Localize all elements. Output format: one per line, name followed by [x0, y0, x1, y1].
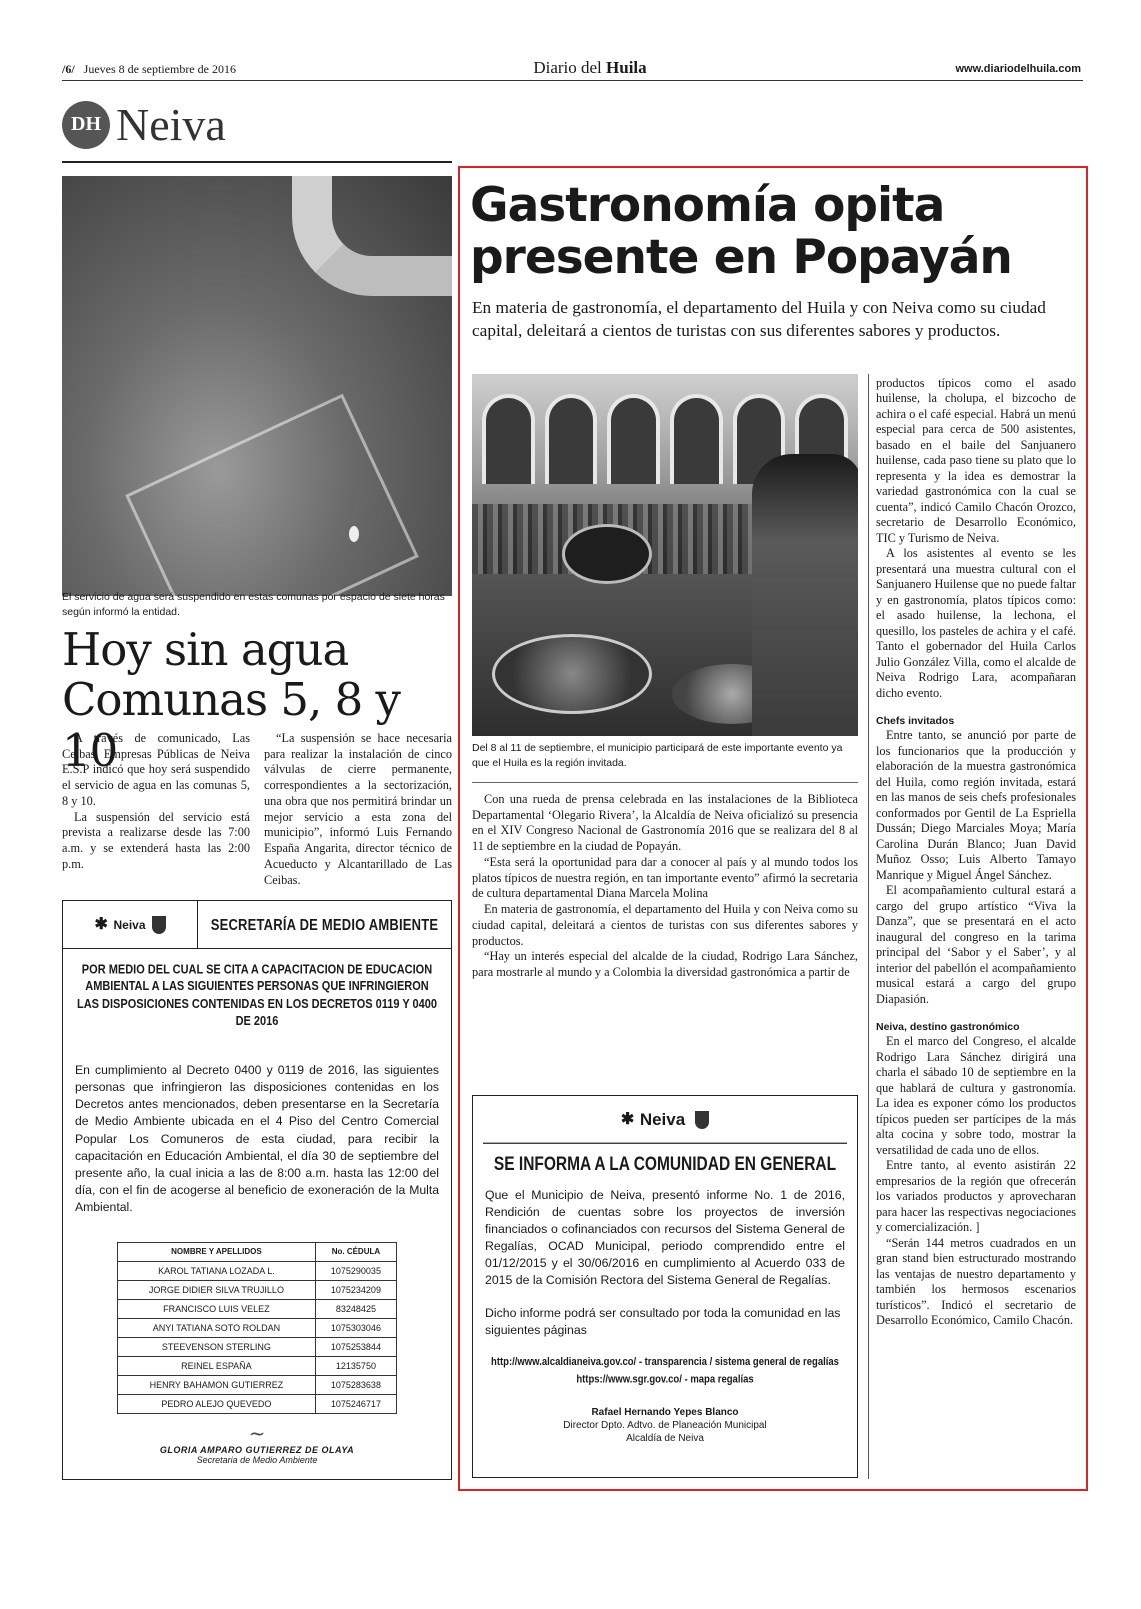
table-header-id: No. CÉDULA — [315, 1242, 396, 1261]
cell-id: 1075290035 — [315, 1261, 396, 1280]
municipal-shield-icon — [695, 1111, 709, 1129]
header-rule — [62, 80, 1083, 81]
main-paragraph: En materia de gastronomía, el departamento del Huila y con Neiva como su ciudad capital, deleitará a cientos de turistas con sus diferentes sabores y productos. — [472, 902, 858, 948]
table-row — [118, 1280, 397, 1299]
signer-role: Director Dpto. Adtvo. de Planeación Municipal — [563, 1420, 767, 1432]
ad-comunidad — [472, 1095, 858, 1478]
subhead-destino: Neiva, destino gastronómico — [876, 1021, 1020, 1034]
left-story-body — [62, 731, 452, 888]
table-header-name: NOMBRE Y APELLIDOS — [118, 1242, 316, 1261]
main-paragraph: En el marco del Congreso, el alcalde Rodrigo Lara Sánchez dirigirá una charla el sábado 10 de septiembre en la que hablará de cultura y gastronomía. La idea es exponer cómo los productos típicos pueden ser partícipes de la más alta cocina y sobre todo, mostrar la versatilidad de cada uno de ellos. — [876, 1034, 1076, 1157]
signer-org: Alcaldía de Neiva — [626, 1433, 704, 1445]
food-bowl-shape — [562, 524, 652, 584]
main-paragraph: Entre tanto, al evento asistirán 22 empresarios de la región que ofrecerán los variados productos y aprovecharan para hacer las respectivas negociaciones y comercialización. ] — [876, 1158, 1076, 1235]
neiva-logo — [94, 917, 145, 933]
main-photo-caption: Del 8 al 11 de septiembre, el municipio participará de este importante evento ya que el Huila es la región invitada. — [472, 742, 843, 770]
cell-id: 1075246717 — [315, 1394, 396, 1413]
subhead-chefs: Chefs invitados — [876, 715, 955, 728]
main-paragraph: productos típicos como el asado huilense, la cholupa, el bizcocho de achira o el café especial. Habrá un menú especial para cerca de 500 asistentes, basado en el baile del Sanjuanero huilense, cada paso tiene su plato que lo representa y la idea es demostrar la variedad gastronómica con la cual se cuenta”, indicó Camilo Chacón Orozco, secretario de Desarrollo Económico, TIC y Turismo de Neiva. — [876, 376, 1076, 545]
table-row — [118, 1356, 397, 1375]
ad2-links — [485, 1355, 845, 1389]
cell-name: JORGE DIDIER SILVA TRUJILLO — [118, 1280, 316, 1299]
link-sgr[interactable]: https://www.sgr.gov.co/ - mapa regalías — [576, 1372, 754, 1386]
ad2-title: SE INFORMA A LA COMUNIDAD EN GENERAL — [483, 1143, 847, 1177]
main-deck: En materia de gastronomía, el departamento del Huila y con Neiva como su ciudad capital, deleitará a cientos de turistas con sus diferentes sabores y productos. — [472, 298, 1046, 341]
cell-id: 1075253844 — [315, 1337, 396, 1356]
masthead — [480, 58, 700, 78]
caption-rule — [472, 782, 858, 783]
masthead-prefix: Diario del — [533, 58, 602, 77]
faucet-shape — [292, 176, 452, 296]
page-number: /6/ — [62, 62, 75, 76]
main-headline — [470, 180, 1080, 283]
left-headline-line2: Comunas 5, 8 y 10 — [62, 673, 400, 777]
left-paragraph: La suspensión del servicio está prevista a realizarse desde las 7:00 a.m. y se extenderá hasta las 2:00 p.m. — [62, 809, 250, 871]
column-rule — [868, 374, 869, 1479]
page-header-left — [62, 62, 236, 77]
cell-id: 1075234209 — [315, 1280, 396, 1299]
left-headline-line1: Hoy sin agua — [62, 623, 349, 676]
gastronomy-photo — [472, 374, 858, 736]
main-paragraph: Entre tanto, se anunció por parte de los funcionarios que la producción y elaboración de la muestra gastronómica del Huila, como región invitada, estará en las manos de seis chefs profesionales conformados por Gentil de La Espriella Dussán; Diego Marciales Moya; María Carolina Durán Blanco; Juan David Muñoz Osso; Luis Alberto Tamayo Manrique y Miguel Ángel Sánchez. — [876, 728, 1076, 882]
table-row — [118, 1318, 397, 1337]
cell-id: 12135750 — [315, 1356, 396, 1375]
table-row — [118, 1394, 397, 1413]
table-row — [118, 1375, 397, 1394]
section-rule — [62, 161, 452, 163]
masthead-bold: Huila — [606, 58, 647, 77]
section-name: Neiva — [116, 99, 226, 150]
ad2-signature — [485, 1406, 845, 1445]
cell-name: ANYI TATIANA SOTO ROLDAN — [118, 1318, 316, 1337]
main-paragraph: Con una rueda de prensa celebrada en las instalaciones de la Biblioteca Departamental ‘Olegario Rivera’, la Alcaldía de Neiva oficializó su presencia en el XIV Congreso Nacional de Gastronomía 2016 que se realizara del 8 al 11 de septiembre en la ciudad de Popayán. — [472, 792, 858, 854]
signer-name: Rafael Hernando Yepes Blanco — [591, 1407, 739, 1419]
left-paragraph: “La suspensión se hace necesaria para realizar la instalación de cinco válvulas de cierre permanente, correspondientes a la sectorización, una obra que nos permitirá brindar un mejor servicio a esta zona del municipio”, informó Luis Fernando España Angarita, director técnico de Acueducto y Alcantarillado de Las Ceibas. — [264, 731, 452, 887]
neiva-star-icon — [94, 917, 110, 933]
left-photo-caption: El servicio de agua será suspendido en estas comunas por espacio de siete horas según informó la entidad. — [62, 591, 445, 619]
cell-id: 1075283638 — [315, 1375, 396, 1394]
neiva-logo — [621, 1110, 685, 1130]
issue-date: Jueves 8 de septiembre de 2016 — [83, 62, 236, 76]
citation-table — [117, 1242, 397, 1414]
main-paragraph: El acompañamiento cultural estará a cargo del grupo artístico “Viva la Danza”, que se presentará en el acto inaugural del congreso en la tarima principal del ‘Sabor y el Saber’, y al interior del pabellón el acompañamiento musical estará a cargo del grupo Diapasión. — [876, 883, 1076, 1006]
cell-name: FRANCISCO LUIS VELEZ — [118, 1299, 316, 1318]
table-header-row — [118, 1242, 397, 1261]
cell-name: HENRY BAHAMON GUTIERREZ — [118, 1375, 316, 1394]
food-platter-shape — [492, 634, 652, 714]
main-headline-line1: Gastronomía opita — [470, 178, 945, 233]
dh-logo-icon: DH — [62, 101, 110, 149]
main-headline-line2: presente en Popayán — [470, 229, 1012, 285]
ad1-title: SECRETARÍA DE MEDIO AMBIENTE — [210, 915, 439, 934]
signature-role: Secretaria de Medio Ambiente — [196, 1455, 318, 1465]
main-body-column-2 — [876, 376, 1076, 1329]
main-body-column-1 — [472, 792, 858, 981]
woman-figure-shape — [752, 454, 858, 736]
cell-id: 1075303046 — [315, 1318, 396, 1337]
ad2-body-2: Dicho informe podrá ser consultado por toda la comunidad en las siguientes páginas — [485, 1305, 841, 1337]
main-paragraph: “Hay un interés especial del alcalde de la ciudad, Rodrigo Lara Sánchez, para mostrarle al mundo y a Colombia la diversidad gastronómica a partir de — [472, 949, 858, 980]
ad1-body: En cumplimiento al Decreto 0400 y 0119 de 2016, las siguientes personas que infringieron las disposiciones contenidas en los Decretos antes mencionados, deben presentarse en la Secretaría de Medio Ambiente ubicada en el 4 Piso del Centro Comercial Popular Los Comuneros de esta ciudad, para recibir la capacitación en Educación Ambiental, el día 30 de septiembre del presente año, la cual inicia a las de 8:00 a.m. hasta las 12:00 del día, con el fin de acogerse al beneficio de exoneración de la Multa Ambiental. — [75, 1063, 439, 1214]
ad1-header — [63, 901, 451, 949]
neiva-star-icon — [621, 1112, 637, 1128]
ad1-logos — [63, 901, 198, 948]
signature-scribble-icon: ~ — [248, 1421, 266, 1445]
main-paragraph: “Serán 144 metros cuadrados en un gran stand bien estructurado mostrando las ventajas de nuestro departamento y también los hermosos escenarios turísticos”. Indicó el secretario de Desarrollo Económico, Camilo Chacón. — [876, 1235, 1076, 1328]
section-header — [62, 98, 226, 151]
municipal-shield-icon — [152, 916, 166, 934]
cell-name: REINEL ESPAÑA — [118, 1356, 316, 1375]
table-row — [118, 1261, 397, 1280]
cell-name: STEEVENSON STERLING — [118, 1337, 316, 1356]
cell-name: KAROL TATIANA LOZADA L. — [118, 1261, 316, 1280]
neiva-logo-text: Neiva — [639, 1110, 686, 1129]
faucet-photo — [62, 176, 452, 596]
main-paragraph: “Esta será la oportunidad para dar a conocer al país y al mundo todos los platos típicos de nuestra región, en tan importante evento” afirmó la secretaria de cultura departamental Diana Marcela Molina — [472, 854, 858, 901]
glass-shape — [125, 394, 419, 596]
ad2-body: Que el Municipio de Neiva, presentó informe No. 1 de 2016, Rendición de cuentas sobre los proyectos de inversión financiados o cofinanciados con recursos del Sistema General de Regalías, OCAD Municipal, periodo comprendido entre el 01/12/2015 y el 30/06/2016 en cumplimiento al Acuerdo 033 de 2015 de la Comisión Rectora del Sistema General de Regalías. — [485, 1188, 845, 1287]
cell-name: PEDRO ALEJO QUEVEDO — [118, 1394, 316, 1413]
table-row — [118, 1337, 397, 1356]
table-row — [118, 1299, 397, 1318]
water-drop-icon — [349, 526, 359, 542]
cell-id: 83248425 — [315, 1299, 396, 1318]
website-url: www.diariodelhuila.com — [955, 63, 1081, 75]
left-paragraph: A través de comunicado, Las Ceibas, Empresas Públicas de Neiva E.S.P indicó que hoy será suspendido el servicio de agua en las comunas 5, 8 y 10. — [62, 731, 250, 808]
ad-medio-ambiente — [62, 900, 452, 1480]
main-paragraph: A los asistentes al evento se les presentará una muestra cultural con el Sanjuanero Huilense que no puede faltar y en gastronomía, platos típicos como: el asado huilense, la lechona, el quesillo, los pasteles de achira y el café. Tanto el gobernador del Huila Carlos Julio González Villa, como el alcalde de Neiva Rodrigo Lara, acompañaran dicho evento. — [876, 546, 1076, 700]
link-alcaldia[interactable]: http://www.alcaldianeiva.gov.co/ - transparencia / sistema general de regalías — [491, 1355, 839, 1369]
ad1-signature — [63, 1421, 451, 1465]
signature-name: GLORIA AMPARO GUTIERREZ DE OLAYA — [159, 1445, 355, 1455]
ad1-subtitle: POR MEDIO DEL CUAL SE CITA A CAPACITACION DE EDUCACION AMBIENTAL A LAS SIGUIENTES PERSONAS QUE INFRINGIERON LAS DISPOSICIONES CONTENIDAS EN LOS DECRETOS 0119 Y 0400 DE 2016 — [76, 962, 438, 1029]
neiva-logo-text: Neiva — [113, 917, 146, 932]
ad2-logos — [473, 1110, 857, 1130]
